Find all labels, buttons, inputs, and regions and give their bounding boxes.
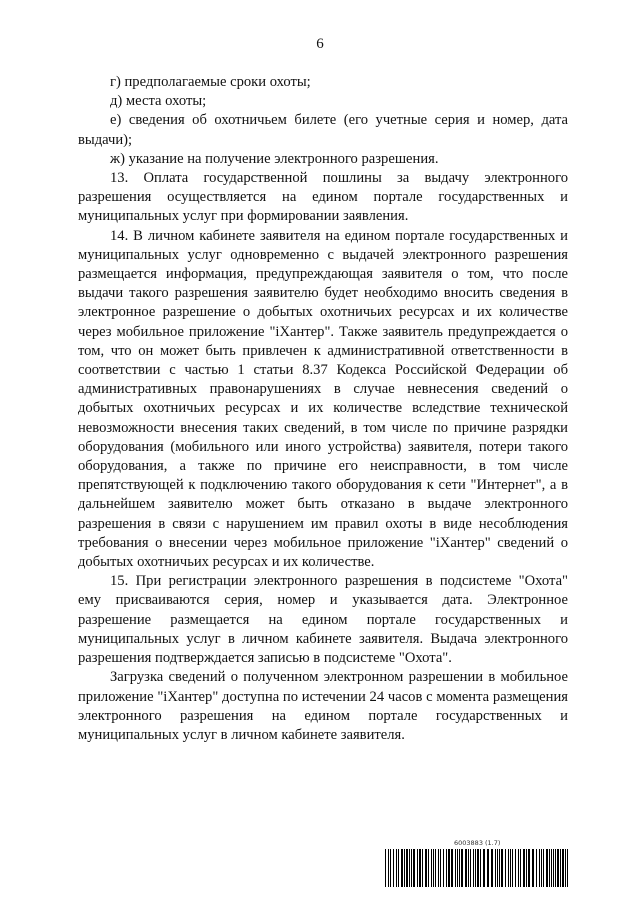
- barcode-bar: [483, 849, 485, 887]
- barcode-bar: [539, 849, 540, 887]
- paragraph-hunting-license: е) сведения об охотничьем билете (его учетные серия и номер, дата выдачи);: [78, 112, 568, 148]
- barcode-bar: [411, 849, 412, 887]
- barcode-bar: [501, 849, 503, 887]
- barcode-bar: [505, 849, 506, 887]
- paragraph-hunting-dates: г) предполагаемые сроки охоты;: [110, 74, 311, 90]
- barcode-bar: [487, 849, 489, 887]
- barcode-bar: [541, 849, 542, 887]
- barcode-image: [384, 849, 570, 887]
- barcode-bar: [425, 849, 427, 887]
- document-barcode: [384, 839, 570, 889]
- barcode-bar: [567, 849, 568, 887]
- barcode-bar: [480, 849, 481, 887]
- barcode-bar: [468, 849, 469, 887]
- barcode-bar: [465, 849, 467, 887]
- barcode-bar: [510, 849, 511, 887]
- paragraph-upload: Загрузка сведений о полученном электронном разрешении в мобильное приложение "iХантер" доступна по истечении 24 часов с момента размещения электронного разрешения на едином портале государственных и муниципальных услуг в личном кабинете заявителя.: [78, 669, 568, 743]
- barcode-bar: [396, 849, 397, 887]
- barcode-bar: [526, 849, 527, 887]
- barcode-bar: [543, 849, 544, 887]
- barcode-bar: [473, 849, 474, 887]
- barcode-bar: [433, 849, 434, 887]
- barcode-bar: [404, 849, 405, 887]
- paragraph-15: 15. При регистрации электронного разрешения в подсистеме "Охота" ему присваиваются серия, номер и указывается дата. Электронное разрешение размещается на едином портале государственных и муниципальных услуг в личном кабинете заявителя. Выдача электронного разрешения подтверждается записью в подсистеме "Охота".: [78, 573, 568, 667]
- barcode-bar: [475, 849, 476, 887]
- barcode-bar: [512, 849, 513, 887]
- paragraph-14: 14. В личном кабинете заявителя на едином портале государственных и муниципальных услуг одновременно с выдачей электронного разрешения размещается информация, предупреждающая заявителя о том, что после выдачи такого разрешения заявителю будет необходимо вносить сведения в электронное разрешение о добытых охотничьих ресурсах и их количестве через мобильное приложение "iХантер". Также заявитель предупреждается о том, что он может быть привлечен к административной ответственности в соответствии с частью 1 статьи 8.37 Кодекса Российской Федерации об административных правонарушениях в случае невнесения сведений о добытых охотничьих ресурсах и их количестве вследствие технической невозможности внесения таких сведений, в том числе по причине разрядки оборудования (мобильного или иного устройства) заявителя, потери такого оборудования, а также по причине его неисправности, в том числе препятствующей к подключению такого оборудования к сети "Интернет", а в дальнейшем заявителю может быть отказано в выдаче электронного разрешения в связи с нарушением им правил охоты в виде несоблюдения требования о внесении через мобильное приложение "iХантер" сведений о добытых охотничьих ресурсах и их количестве.: [78, 227, 568, 571]
- barcode-bar: [491, 849, 493, 887]
- barcode-bar: [413, 849, 415, 887]
- barcode-bar: [393, 849, 394, 887]
- barcode-bar: [443, 849, 444, 887]
- barcode-bar: [470, 849, 471, 887]
- barcode-bar: [461, 849, 463, 887]
- barcode-bar: [528, 849, 530, 887]
- barcode-bar: [557, 849, 559, 887]
- barcode-bar: [455, 849, 456, 887]
- barcode-bar: [390, 849, 391, 887]
- barcode-bar: [555, 849, 556, 887]
- barcode-bar: [551, 849, 552, 887]
- barcode-bar: [409, 849, 410, 887]
- barcode-bar: [417, 849, 418, 887]
- barcode-bar: [495, 849, 496, 887]
- barcode-bar: [523, 849, 525, 887]
- barcode-bar: [459, 849, 460, 887]
- barcode-bar: [431, 849, 432, 887]
- barcode-bar: [560, 849, 561, 887]
- barcode-bar: [388, 849, 389, 887]
- barcode-bar: [401, 849, 403, 887]
- barcode-bar: [508, 849, 509, 887]
- barcode-bar: [385, 849, 386, 887]
- barcode-bar: [422, 849, 423, 887]
- paragraph-electronic-permit: ж) указание на получение электронного разрешения.: [110, 150, 439, 167]
- barcode-bar: [406, 849, 408, 887]
- barcode-bar: [553, 849, 554, 887]
- page-number: 6: [316, 36, 324, 52]
- barcode-bar: [562, 849, 564, 887]
- barcode-bar: [457, 849, 458, 887]
- barcode-bar: [518, 849, 519, 887]
- barcode-bar: [451, 849, 453, 887]
- paragraph-hunting-places: д) места охоты;: [110, 93, 207, 110]
- barcode-label: 6003883 (1.7): [454, 839, 501, 847]
- barcode-bar: [536, 849, 537, 887]
- document-body: [78, 73, 568, 745]
- barcode-bar: [446, 849, 447, 887]
- barcode-bar: [428, 849, 429, 887]
- barcode-bar: [549, 849, 550, 887]
- barcode-bar: [398, 849, 399, 887]
- barcode-bar: [565, 849, 566, 887]
- barcode-bar: [520, 849, 521, 887]
- barcode-bar: [477, 849, 479, 887]
- barcode-bar: [438, 849, 439, 887]
- barcode-bar: [419, 849, 421, 887]
- barcode-bar: [440, 849, 441, 887]
- barcode-bar: [448, 849, 450, 887]
- barcode-bar: [435, 849, 436, 887]
- barcode-bar: [532, 849, 534, 887]
- barcode-bar: [497, 849, 498, 887]
- barcode-bar: [515, 849, 516, 887]
- paragraph-13: 13. Оплата государственной пошлины за выдачу электронного разрешения осуществляется на едином портале государственных и муниципальных услуг при формировании заявления.: [78, 170, 568, 225]
- barcode-bar: [499, 849, 500, 887]
- barcode-bar: [546, 849, 548, 887]
